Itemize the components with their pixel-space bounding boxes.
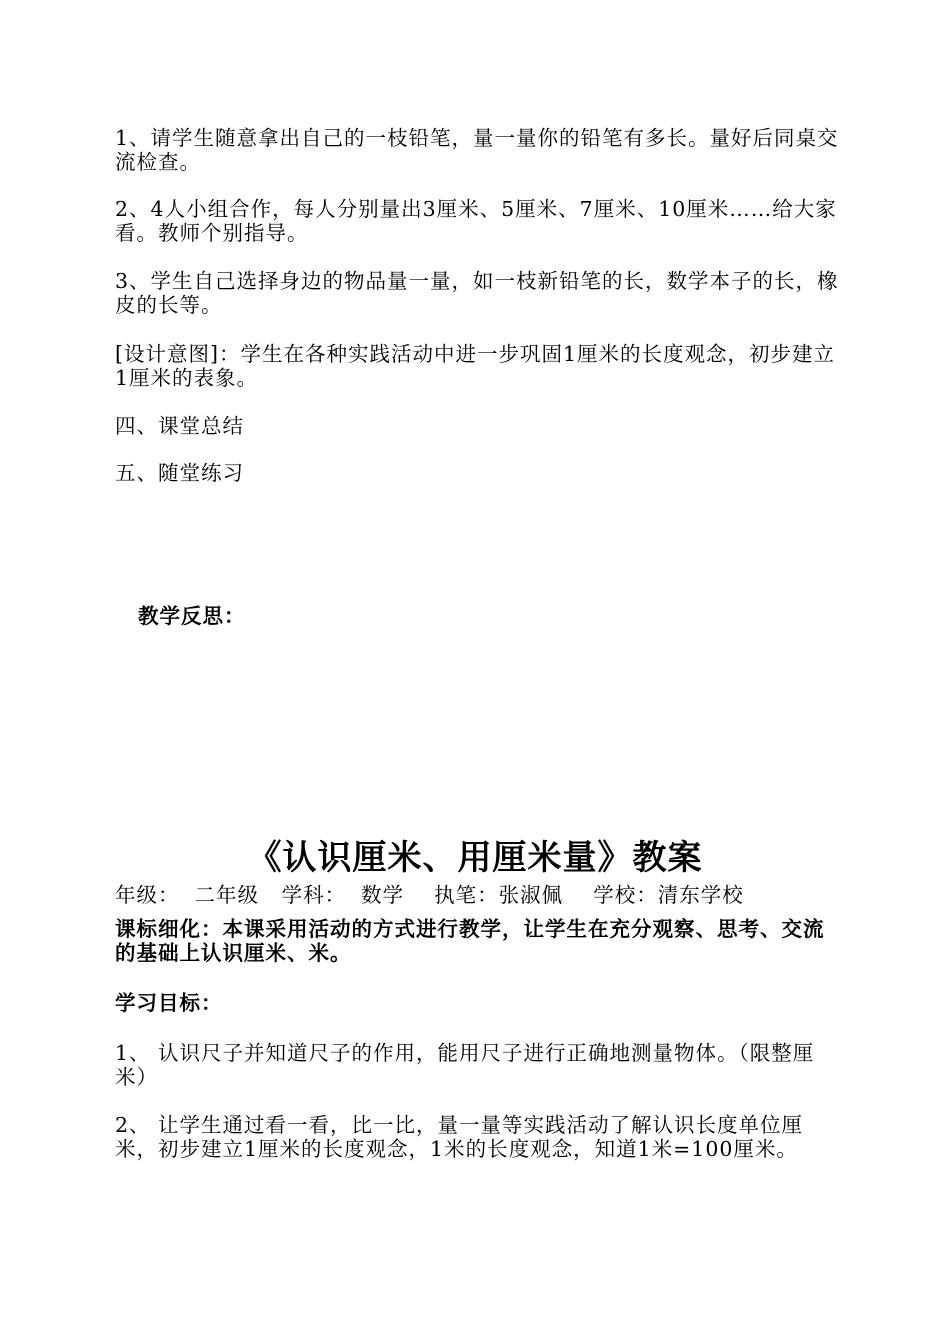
design-intent: [设计意图]：学生在各种实践活动中进一步巩固1厘米的长度观念，初步建立1厘米的表象。 bbox=[115, 342, 836, 390]
reflection-heading: 教学反思： bbox=[138, 604, 246, 628]
activity-step-3: 3、学生自己选择身边的物品量一量，如一枝新铅笔的长，数学本子的长，橡皮的长等。 bbox=[115, 269, 839, 317]
activity-step-1: 1、请学生随意拿出自己的一枝铅笔，量一量你的铅笔有多长。量好后同桌交流检查。 bbox=[115, 126, 839, 174]
objective-1: 1、 认识尺子并知道尺子的作用，能用尺子进行正确地测量物体。（限整厘米） bbox=[115, 1041, 815, 1089]
lesson-meta: 年级： 二年级 学科： 数学 执笔：张淑佩 学校：清东学校 bbox=[115, 883, 744, 907]
objectives-heading: 学习目标： bbox=[115, 991, 223, 1015]
curriculum-detail: 课标细化：本课采用活动的方式进行教学，让学生在充分观察、思考、交流的基础上认识厘米、米。 bbox=[115, 917, 825, 965]
activity-step-2: 2、4人小组合作，每人分别量出3厘米、5厘米、7厘米、10厘米……给大家看。教师个别指导。 bbox=[115, 197, 837, 245]
summary-heading: 四、课堂总结 bbox=[115, 414, 244, 438]
practice-heading: 五、随堂练习 bbox=[115, 461, 244, 485]
objective-2: 2、 让学生通过看一看，比一比，量一量等实践活动了解认识长度单位厘米，初步建立1厘米的长度观念，1米的长度观念，知道1米=100厘米。 bbox=[115, 1113, 804, 1161]
lesson-title: 《认识厘米、用厘米量》教案 bbox=[247, 838, 703, 878]
